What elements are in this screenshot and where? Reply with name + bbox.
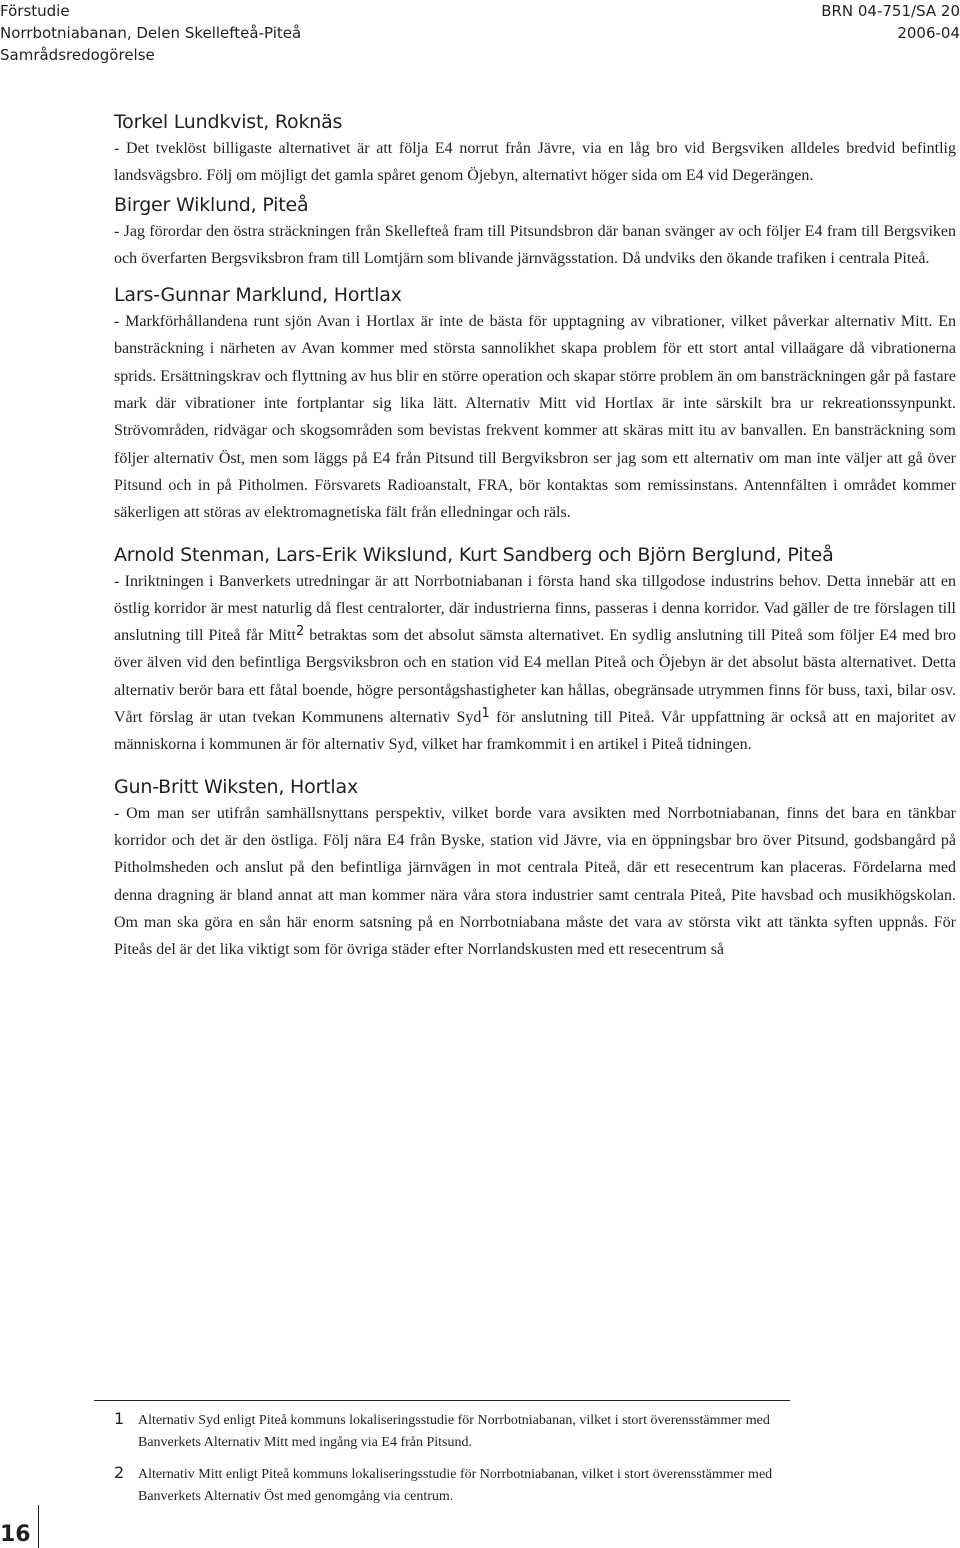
- footnote-divider: [94, 1400, 790, 1401]
- comment-section: [114, 193, 956, 273]
- header-date: 2006-04: [897, 24, 960, 42]
- footnote-text: Alternativ Syd enligt Piteå kommuns lokaliseringsstudie för Norrbotniabanan, vilket i stort överensstämmer med Banverkets Alternativ Mitt med ingång via E4 från Pitsund.: [138, 1413, 770, 1450]
- comment-section: [114, 283, 956, 526]
- section-heading: Gun-Britt Wiksten, Hortlax: [114, 775, 358, 798]
- comment-section: [114, 775, 956, 964]
- header-project-title: Norrbotniabanan, Delen Skellefteå-Piteå: [0, 24, 302, 42]
- section-heading: Arnold Stenman, Lars-Erik Wikslund, Kurt Sandberg och Björn Berglund, Piteå: [114, 543, 834, 566]
- page-number: 16: [0, 1522, 31, 1547]
- comment-section: [114, 543, 956, 759]
- header-reference-number: BRN 04-751/SA 20: [821, 2, 960, 20]
- section-text: - Det tveklöst billigaste alternativet är att följa E4 norrut från Jävre, via en låg bro vid Bergsviken alldeles bredvid befintlig landsvägsbro. Följ om möjligt det gamla spåret genom Öjebyn, alternativt höger sida om E4 vid Degerängen.: [114, 140, 956, 185]
- section-heading: Birger Wiklund, Piteå: [114, 193, 309, 216]
- section-text-part: för anslutning till Piteå. Vår uppfattning är också att en majoritet av människorna i kommunen är för alternativ Syd, vilket har framkommit i en artikel i Piteå tidningen.: [114, 709, 956, 754]
- section-text-part: - Inriktningen i Banverkets utredningar är att Norrbotniabanan i första hand ska tillgodose industrins behov. Detta innebär att en östlig korridor är mest naturlig då flest centralorter, där industrierna finns, passeras i denna korridor. Vad gäller de tre förslagen till anslutning till Piteå får Mitt: [114, 572, 956, 645]
- footnote-number: 1: [114, 1409, 125, 1428]
- section-heading: Torkel Lundkvist, Roknäs: [114, 111, 343, 133]
- page-header-right: [821, 0, 960, 44]
- footnote-reference[interactable]: 2: [295, 624, 305, 640]
- footnote-number: 2: [114, 1463, 125, 1482]
- footnote-reference[interactable]: 1: [481, 706, 490, 722]
- header-document-type: Förstudie: [0, 2, 70, 20]
- footnote-text: Alternativ Mitt enligt Piteå kommuns lokaliseringsstudie för Norrbotniabanan, vilket i stort överensstämmer med Banverkets Alternativ Öst med genomgång via centrum.: [138, 1467, 773, 1504]
- section-text: - Jag förordar den östra sträckningen från Skellefteå fram till Pitsundsbron där banan svänger av och följer E4 fram till Bergsviken och överfarten Bergsviksbron fram till Lomtjärn som blivande järnvägsstation. Då undviks den ökande trafiken i centrala Piteå.: [114, 222, 956, 267]
- section-heading: Lars-Gunnar Marklund, Hortlax: [114, 284, 402, 307]
- main-content: [114, 110, 956, 963]
- page-header-left: [0, 0, 301, 66]
- page-number-divider: [38, 1505, 39, 1548]
- footnote: [114, 1464, 814, 1508]
- section-text: [114, 568, 956, 759]
- footnote: [114, 1410, 814, 1454]
- section-text: - Om man ser utifrån samhällsnyttans perspektiv, vilket borde vara avsikten med Norrbotniabanan, finns det bara en tänkbar korridor och det är den östliga. Följ nära E4 från Byske, station vid Jävre, via en öppningsbar bro över Pitsund, godsbangård på Pitholmsheden och anslut på den befintliga järnvägen in mot centrala Piteå, där ett resecentrum kan placeras. Fördelarna med denna dragning är bland annat att man kommer nära våra stora industrier samt centrala Piteå, Pite havsbad och musikhögskolan. Om man ska göra en sån här enorm satsning på en Norrbotniabana måste det vara av största vikt att tänkta syften uppnås. För Piteås del är det lika viktigt som för övriga städer efter Norrlandskusten med ett resecentrum så: [114, 804, 956, 959]
- footnotes: [114, 1410, 814, 1518]
- header-report-type: Samrådsredogörelse: [0, 46, 155, 64]
- section-text-part: betraktas som det absolut sämsta alternativet. En sydlig anslutning till Piteå som följer E4 med bro över älven vid den befintliga Bergsviksbron och en station vid E4 mellan Piteå och Öjebyn är det absolut bästa alternativet. Detta alternativ berör bara ett fåtal boende, högre persontågshastigheter kan hållas, obegränsade utrymmen finns för buss, taxi, bilar osv. Vårt förslag är utan tvekan Kommunens alternativ Syd: [114, 627, 956, 727]
- section-text: - Markförhållandena runt sjön Avan i Hortlax är inte de bästa för upptagning av vibrationer, vilket påverkar alternativ Mitt. En bansträckning i närheten av Avan kommer med största sannolikhet skapa problem för ett stort antal villaägare då vibrationerna sprids. Ersättningskrav och flyttning av hus blir en större operation och skapar större problem än om bansträckningen går på fastare mark där vibrationer inte fortplantar sig lika lätt. Alternativ Mitt vid Hortlax är inte särskilt bra ur rekreationssynpunkt. Strövområden, ridvägar och skogsområden som bevistas frekvent kommer att skäras mitt itu av banvallen. En bansträckning som följer alternativ Öst, men som läggs på E4 från Pitsund till Bergviksbron ser jag som ett alternativ om man inte väljer att gå över Pitsund och in på Pitholmen. Försvarets Radioanstalt, FRA, bör kontaktas som remissinstans. Antennfälten i området kommer säkerligen att störas av elektromagnetiska fält från elledningar och räls.: [114, 313, 956, 522]
- comment-section: [114, 110, 956, 190]
